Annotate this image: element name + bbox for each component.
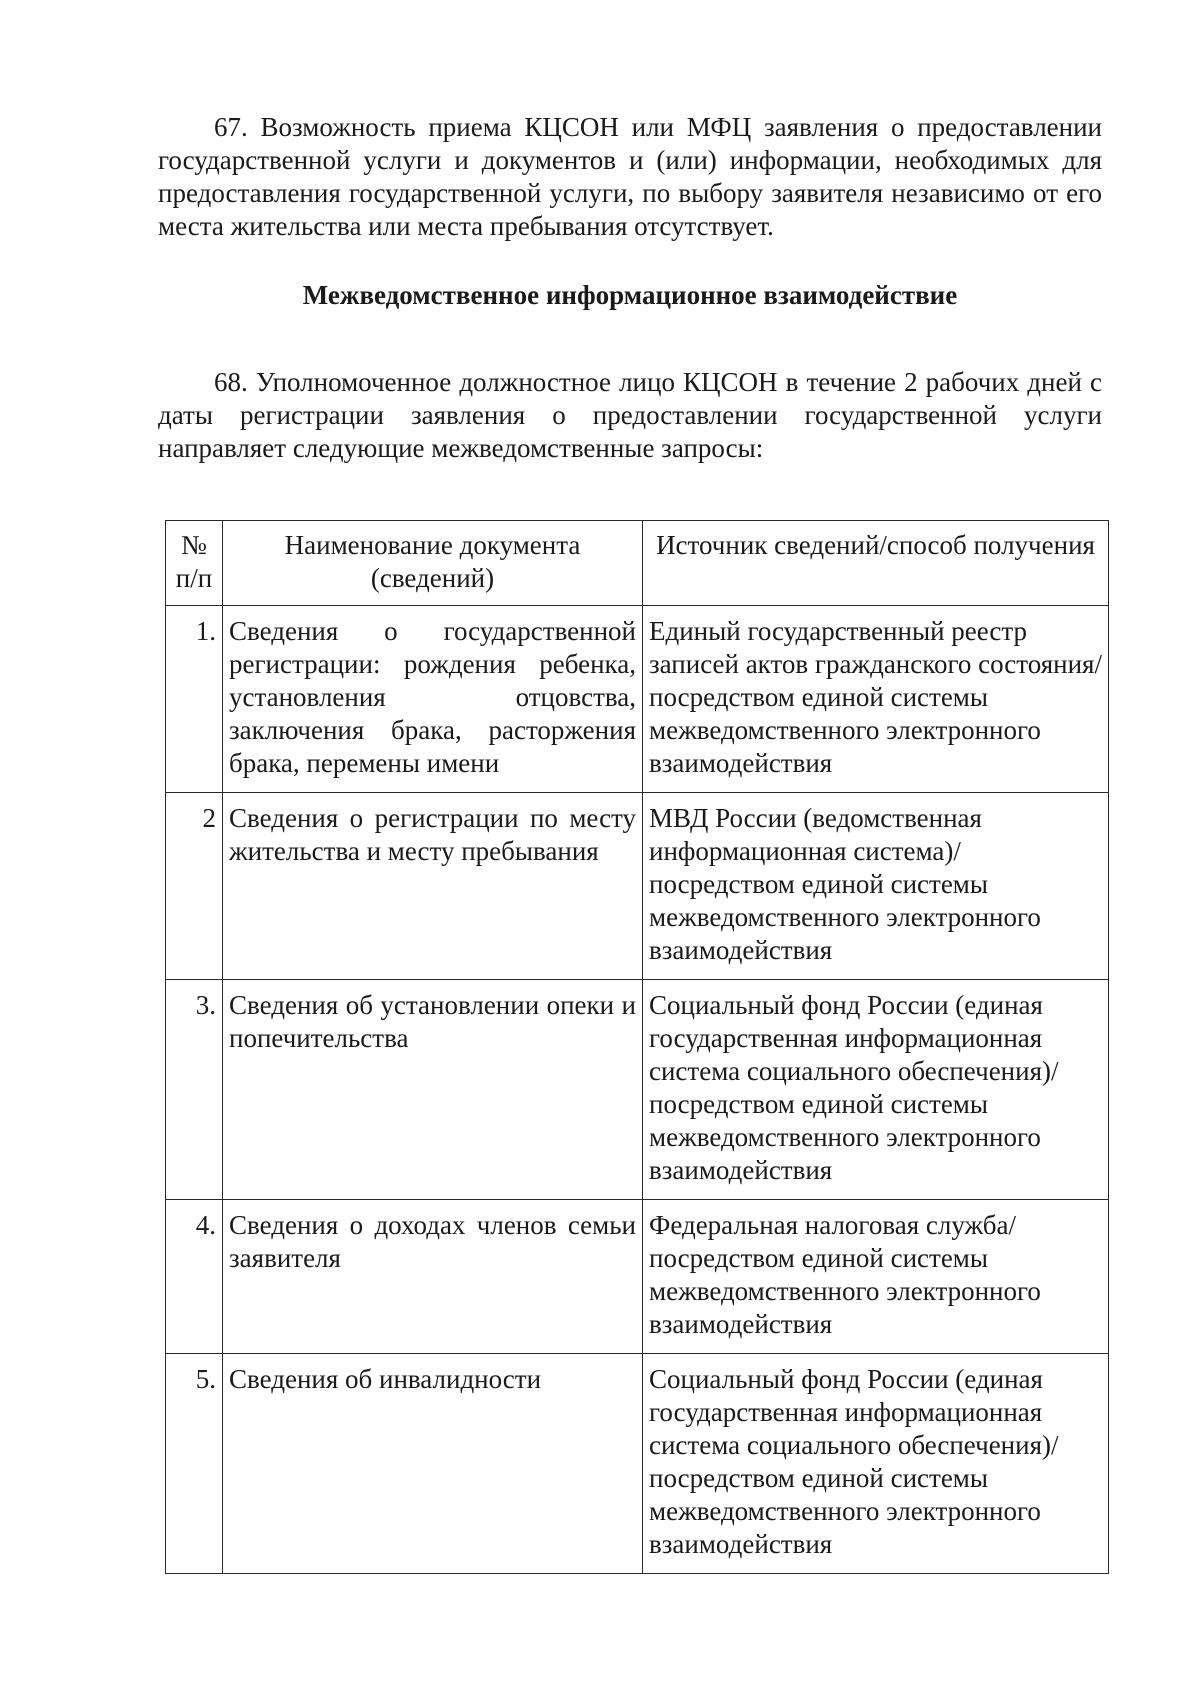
row-number: 2 — [166, 793, 223, 980]
row-source: МВД России (ведомственная информационная система)/посредством единой системы межведомственного электронного взаимодействия — [643, 793, 1109, 980]
header-source: Источник сведений/способ получения — [643, 521, 1109, 606]
row-document-name: Сведения об установлении опеки и попечительства — [223, 980, 643, 1200]
table-header-row — [166, 521, 1109, 606]
row-source: Федеральная налоговая служба/посредством единой системы межведомственного электронного взаимодействия — [643, 1200, 1109, 1354]
header-document-name: Наименование документа (сведений) — [223, 521, 643, 606]
row-document-name: Сведения об инвалидности — [223, 1354, 643, 1574]
row-document-name: Сведения о доходах членов семьи заявителя — [223, 1200, 643, 1354]
row-source: Единый государственный реестр записей актов гражданского состояния/посредством единой системы межведомственного электронного взаимодействия — [643, 606, 1109, 793]
table-row — [166, 980, 1109, 1200]
row-number: 4. — [166, 1200, 223, 1354]
row-source: Социальный фонд России (единая государственная информационная система социального обеспечения)/посредством единой системы межведомственного электронного взаимодействия — [643, 980, 1109, 1200]
row-document-name: Сведения о государственной регистрации: рождения ребенка, установления отцовства, заключения брака, расторжения брака, перемены имени — [223, 606, 643, 793]
row-document-name: Сведения о регистрации по месту жительства и месту пребывания — [223, 793, 643, 980]
row-number: 5. — [166, 1354, 223, 1574]
section-heading: Межведомственное информационное взаимодействие — [302, 280, 958, 310]
paragraph-67: 67. Возможность приема КЦСОН или МФЦ заявления о предоставлении государственной услуги и документов и (или) информации, необходимых для предоставления государственной услуги, по выбору заявителя независимо от его места жительства или места пребывания отсутствует. — [158, 112, 1102, 241]
row-source: Социальный фонд России (единая государственная информационная система социального обеспечения)/посредством единой системы межведомственного электронного взаимодействия — [643, 1354, 1109, 1574]
table-row — [166, 1354, 1109, 1574]
table-row — [166, 793, 1109, 980]
header-number: № п/п — [166, 521, 223, 606]
interagency-requests-table — [165, 520, 1109, 1574]
paragraph-68: 68. Уполномоченное должностное лицо КЦСОН в течение 2 рабочих дней с даты регистрации заявления о предоставлении государственной услуги направляет следующие межведомственные запросы: — [158, 367, 1102, 463]
table-row — [166, 606, 1109, 793]
table-row — [166, 1200, 1109, 1354]
row-number: 1. — [166, 606, 223, 793]
row-number: 3. — [166, 980, 223, 1200]
